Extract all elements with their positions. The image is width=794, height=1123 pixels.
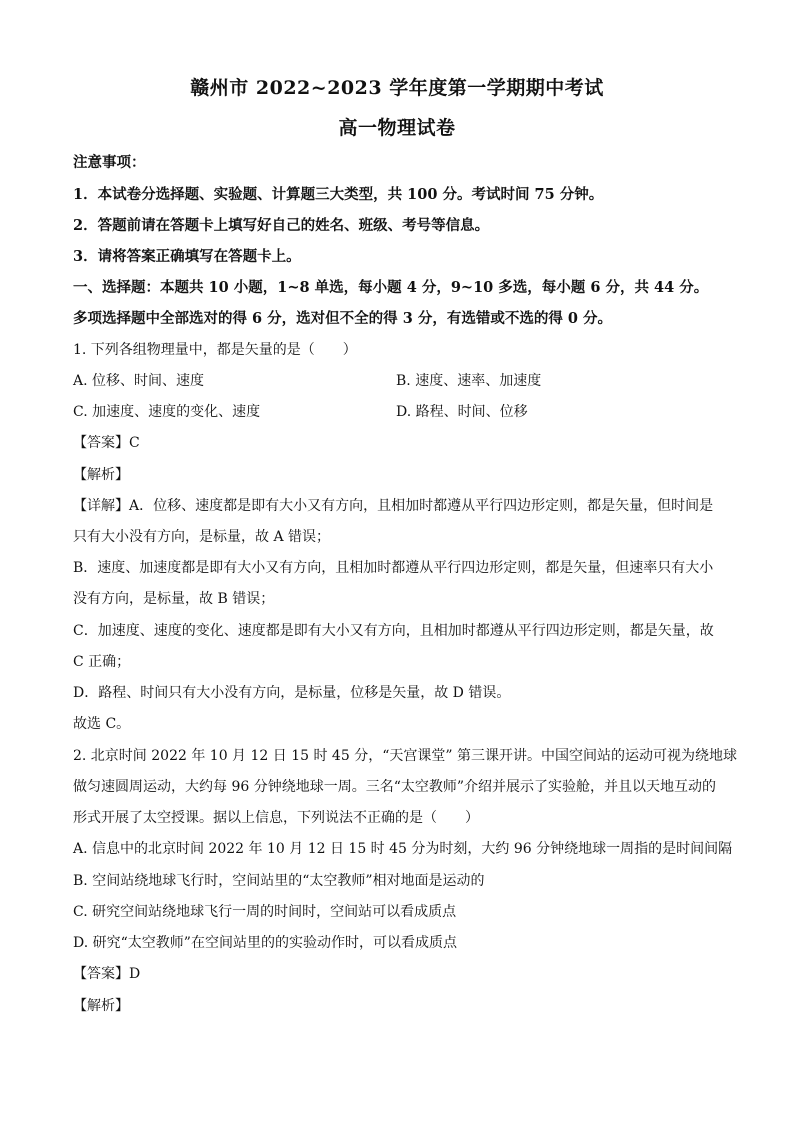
q2-option-b: B. 空间站绕地球飞行时，空间站里的“太空教师”相对地面是运动的 — [73, 873, 485, 889]
notice-item-3: 3．请将答案正确填写在答题卡上。 — [73, 248, 301, 265]
q2-answer: 【答案】D — [73, 966, 141, 982]
q1-option-a: A. 位移、时间、速度 — [73, 373, 205, 389]
q1-option-d: D. 路程、时间、位移 — [396, 404, 528, 420]
q2-option-a: A. 信息中的北京时间 2022 年 10 月 12 日 15 时 45 分为时刻，大约 96 分钟绕地球一周指的是时间间隔 — [73, 841, 733, 857]
notice-item-1: 1．本试卷分选择题、实验题、计算题三大类型，共 100 分。考试时间 75 分钟。 — [73, 186, 604, 203]
q2-analysis-label: 【解析】 — [73, 998, 129, 1014]
notice-heading: 注意事项： — [73, 154, 146, 171]
section-scoring-rule: 多项选择题中全部选对的得 6 分，选对但不全的得 3 分，有选错或不选的得 0 分。 — [73, 310, 613, 327]
q2-stem-line: 形式开展了太空授课。据以上信息，下列说法不正确的是（ ） — [73, 810, 479, 826]
q1-detail-line: C．加速度、速度的变化、速度都是即有大小又有方向，且相加时都遵从平行四边形定则，都是矢量，故 — [73, 623, 714, 639]
q2-stem-line: 做匀速圆周运动，大约每 96 分钟绕地球一周。三名“太空教师”介绍并展示了实验舱，并且以天地互动的 — [73, 779, 717, 795]
q1-detail-line: C 正确； — [73, 654, 131, 670]
q1-option-c: C. 加速度、速度的变化、速度 — [73, 404, 261, 420]
q2-stem-line: 2. 北京时间 2022 年 10 月 12 日 15 时 45 分，“天宫课堂” 第三课开讲。中国空间站的运动可视为绕地球 — [73, 748, 737, 764]
q2-option-d: D. 研究“太空教师”在空间站里的的实验动作时，可以看成质点 — [73, 935, 457, 951]
q1-answer: 【答案】C — [73, 435, 140, 451]
q1-detail-line: 只有大小没有方向，是标量，故 A 错误； — [73, 529, 331, 545]
exam-subtitle: 高一物理试卷 — [338, 117, 456, 139]
section-heading: 一、选择题：本题共 10 小题，1~8 单选，每小题 4 分，9~10 多选，每小题 6 分，共 44 分。 — [73, 279, 709, 296]
q1-option-b: B. 速度、速率、加速度 — [396, 373, 542, 389]
q1-detail-line: B．速度、加速度都是即有大小又有方向，且相加时都遵从平行四边形定则，都是矢量，但速率只有大小 — [73, 560, 714, 576]
q1-detail-line: D．路程、时间只有大小没有方向，是标量，位移是矢量，故 D 错误。 — [73, 685, 511, 701]
q1-stem: 1. 下列各组物理量中，都是矢量的是（ ） — [73, 342, 357, 358]
q1-conclusion: 故选 C。 — [73, 716, 131, 732]
exam-title: 赣州市 2022~2023 学年度第一学期期中考试 — [190, 77, 604, 99]
q1-detail-line: 没有方向，是标量，故 B 错误； — [73, 591, 275, 607]
q1-analysis-label: 【解析】 — [73, 467, 129, 483]
notice-item-2: 2．答题前请在答题卡上填写好自己的姓名、班级、考号等信息。 — [73, 217, 490, 234]
q1-detail-line: 【详解】A．位移、速度都是即有大小又有方向，且相加时都遵从平行四边形定则，都是矢量，但时间是 — [73, 498, 714, 514]
q2-option-c: C. 研究空间站绕地球飞行一周的时间时，空间站可以看成质点 — [73, 904, 457, 920]
